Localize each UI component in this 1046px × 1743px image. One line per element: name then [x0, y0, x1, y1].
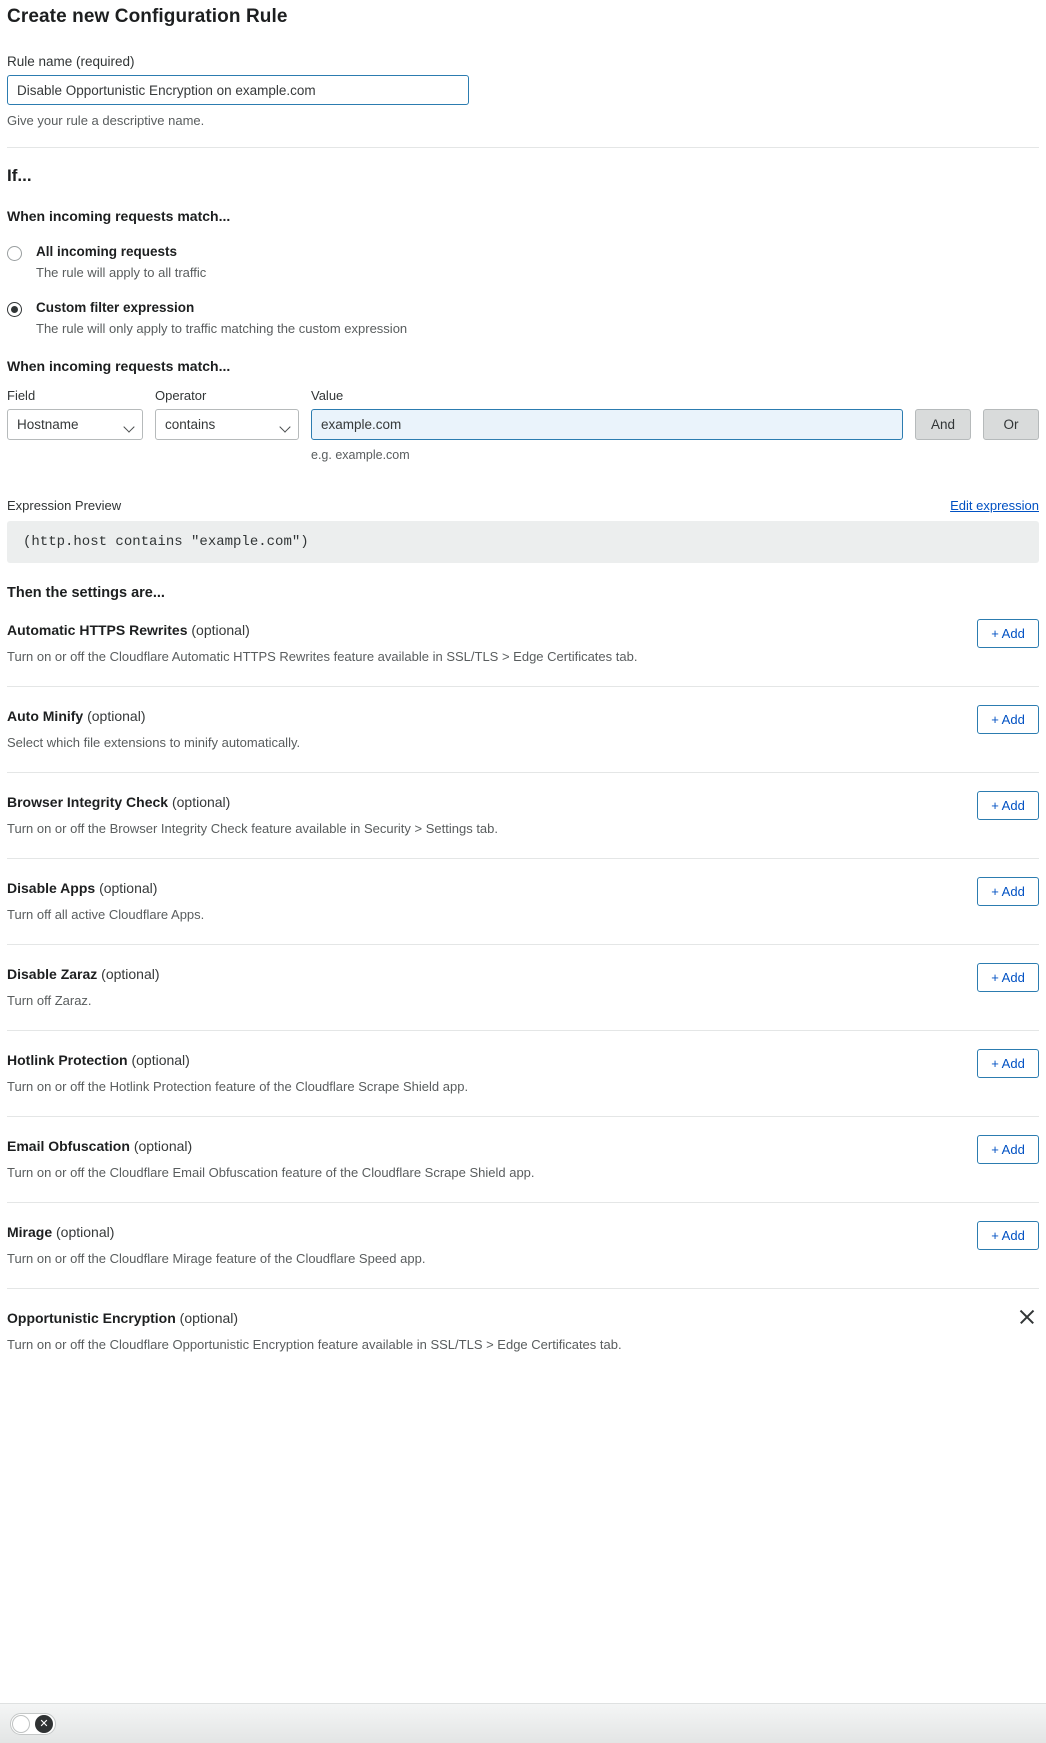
- builder-heading: When incoming requests match...: [7, 357, 231, 374]
- close-icon-opportunistic-encryption[interactable]: [1017, 1307, 1037, 1327]
- setting-title: [7, 708, 1039, 724]
- setting-row-browser-integrity-check: [7, 773, 1039, 859]
- and-column: [915, 388, 971, 440]
- setting-description: Turn off all active Cloudflare Apps.: [7, 906, 205, 922]
- toggle-knob: [12, 1715, 30, 1733]
- operator-select[interactable]: [155, 409, 299, 440]
- setting-optional: (optional): [191, 621, 250, 638]
- setting-title: [7, 794, 1039, 810]
- setting-name: Disable Zaraz: [7, 965, 98, 982]
- radio-option-custom-filter[interactable]: [7, 300, 1039, 336]
- field-column: [7, 388, 143, 440]
- field-label: Field: [7, 387, 36, 403]
- setting-title: [7, 1310, 1039, 1326]
- operator-label: Operator: [155, 387, 207, 403]
- value-input[interactable]: [311, 409, 903, 440]
- expression-preview-label: Expression Preview: [7, 497, 122, 513]
- setting-title: [7, 1138, 1039, 1154]
- setting-name: Disable Apps: [7, 879, 96, 896]
- setting-description: Turn on or off the Browser Integrity Check feature available in Security > Settings tab.: [7, 820, 499, 836]
- setting-title: [7, 622, 1039, 638]
- operator-select-wrap[interactable]: [155, 409, 299, 440]
- setting-name: Email Obfuscation: [7, 1137, 130, 1154]
- setting-name: Auto Minify: [7, 707, 84, 724]
- radio-label-all-requests: All incoming requests: [36, 244, 178, 259]
- setting-optional: (optional): [179, 1309, 239, 1326]
- radio-icon-custom-filter[interactable]: [7, 302, 22, 317]
- and-spacer: [915, 388, 971, 403]
- expression-preview-header: [7, 498, 1039, 513]
- or-button[interactable]: Or: [983, 409, 1039, 440]
- setting-description: Turn off Zaraz.: [7, 992, 92, 1008]
- setting-optional: (optional): [87, 707, 146, 724]
- field-select-wrap[interactable]: [7, 409, 143, 440]
- setting-description: Turn on or off the Cloudflare Email Obfuscation feature of the Cloudflare Scrape Shield app.: [7, 1164, 535, 1180]
- radio-desc-custom-filter: The rule will only apply to traffic matching the custom expression: [36, 320, 408, 336]
- expression-preview-code: (http.host contains "example.com"): [7, 521, 1039, 563]
- setting-row-disable-apps: [7, 859, 1039, 945]
- add-button-disable-apps[interactable]: + Add: [977, 877, 1039, 906]
- field-select[interactable]: [7, 409, 143, 440]
- setting-description: Select which file extensions to minify automatically.: [7, 734, 301, 750]
- section-divider: [7, 147, 1039, 148]
- setting-row-auto-minify: [7, 687, 1039, 773]
- setting-optional: (optional): [101, 965, 160, 982]
- toggle-off-icon: ✕: [35, 1715, 53, 1733]
- setting-row-mirage: [7, 1203, 1039, 1289]
- setting-title: [7, 1052, 1039, 1068]
- add-button-automatic-https-rewrites[interactable]: + Add: [977, 619, 1039, 648]
- match-heading: When incoming requests match...: [7, 208, 231, 224]
- setting-optional: (optional): [56, 1223, 115, 1240]
- setting-row-hotlink-protection: [7, 1031, 1039, 1117]
- radio-icon-all-requests[interactable]: [7, 246, 22, 261]
- value-label: Value: [311, 387, 344, 403]
- setting-description: Turn on or off the Cloudflare Mirage feature of the Cloudflare Speed app.: [7, 1250, 426, 1266]
- setting-name: Hotlink Protection: [7, 1051, 128, 1068]
- opportunistic-encryption-toggle[interactable]: [10, 1713, 56, 1735]
- add-button-auto-minify[interactable]: + Add: [977, 705, 1039, 734]
- setting-optional: (optional): [171, 793, 231, 810]
- setting-title: [7, 966, 1039, 982]
- operator-column: [155, 388, 299, 440]
- rule-name-input[interactable]: [7, 75, 469, 105]
- setting-title: [7, 1224, 1039, 1240]
- setting-row-disable-zaraz: [7, 945, 1039, 1031]
- setting-title: [7, 880, 1039, 896]
- add-button-browser-integrity-check[interactable]: + Add: [977, 791, 1039, 820]
- setting-description: Turn on or off the Hotlink Protection feature of the Cloudflare Scrape Shield app.: [7, 1078, 469, 1094]
- setting-name: Automatic HTTPS Rewrites: [7, 621, 188, 638]
- setting-name: Mirage: [7, 1223, 53, 1240]
- if-section-heading: If...: [7, 166, 32, 185]
- or-column: [983, 388, 1039, 440]
- setting-row-automatic-https-rewrites: [7, 601, 1039, 687]
- value-column: [311, 388, 903, 462]
- value-helper: e.g. example.com: [311, 447, 410, 462]
- setting-optional: (optional): [131, 1051, 190, 1068]
- add-button-mirage[interactable]: + Add: [977, 1221, 1039, 1250]
- setting-row-email-obfuscation: [7, 1117, 1039, 1203]
- footer-bar: [0, 1703, 1046, 1743]
- rule-name-helper: Give your rule a descriptive name.: [7, 113, 205, 128]
- setting-row-opportunistic-encryption: [7, 1289, 1039, 1375]
- page-title: Create new Configuration Rule: [7, 6, 288, 27]
- radio-desc-all-requests: The rule will apply to all traffic: [36, 264, 207, 280]
- rule-name-label: Rule name (required): [7, 54, 135, 69]
- add-button-email-obfuscation[interactable]: + Add: [977, 1135, 1039, 1164]
- then-section-heading: Then the settings are...: [7, 584, 165, 601]
- add-button-hotlink-protection[interactable]: + Add: [977, 1049, 1039, 1078]
- setting-description: Turn on or off the Cloudflare Automatic HTTPS Rewrites feature available in SSL/TLS > Edge Certificates tab.: [7, 648, 638, 664]
- setting-optional: (optional): [133, 1137, 193, 1154]
- configuration-rule-form: [0, 6, 1046, 1375]
- expression-builder-row: [7, 388, 1039, 462]
- and-button[interactable]: And: [915, 409, 971, 440]
- setting-description: Turn on or off the Cloudflare Opportunistic Encryption feature available in SSL/TLS > Edge Certificates tab.: [7, 1336, 622, 1352]
- or-spacer: [983, 388, 1039, 403]
- add-button-disable-zaraz[interactable]: + Add: [977, 963, 1039, 992]
- setting-name: Opportunistic Encryption: [7, 1309, 176, 1326]
- edit-expression-link[interactable]: Edit expression: [950, 497, 1039, 513]
- radio-label-custom-filter: Custom filter expression: [36, 299, 195, 315]
- setting-optional: (optional): [99, 879, 158, 896]
- radio-option-all-requests[interactable]: [7, 244, 1039, 280]
- setting-name: Browser Integrity Check: [7, 793, 169, 810]
